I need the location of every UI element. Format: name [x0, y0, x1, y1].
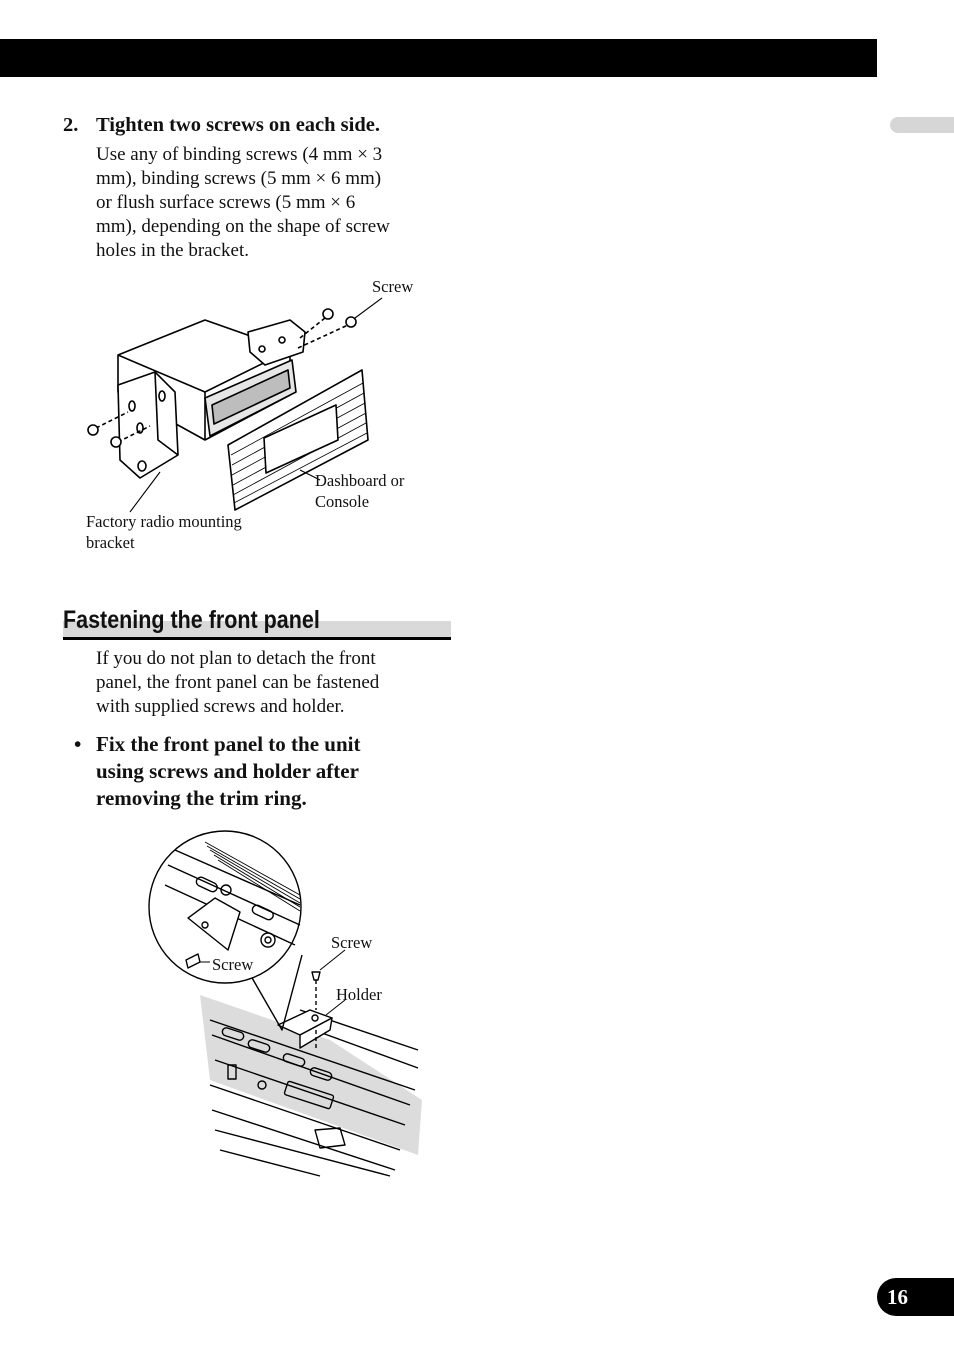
page-number: 16 — [877, 1278, 954, 1316]
bullet-line: using screws and holder after — [96, 759, 359, 783]
bullet-symbol: • — [74, 732, 82, 756]
section-title-text: Fastening the front panel — [63, 606, 320, 634]
dashboard-label — [315, 470, 404, 512]
bracket-label-line: bracket — [86, 533, 135, 552]
section-body-line: with supplied screws and holder. — [96, 696, 345, 717]
screw-label: Screw — [372, 277, 414, 296]
step-heading-text: Tighten two screws on each side. — [96, 114, 380, 136]
step-body-line: mm), depending on the shape of screw — [96, 216, 390, 237]
dashboard-label-line: Console — [315, 492, 370, 511]
section-title — [63, 603, 451, 639]
holder-label: Holder — [336, 985, 382, 1004]
bullet-line: removing the trim ring. — [96, 786, 307, 810]
bracket-label-line: Factory radio mounting — [86, 512, 242, 531]
section-body-line: panel, the front panel can be fastened — [96, 672, 380, 693]
bullet-line: Fix the front panel to the unit — [96, 732, 361, 756]
screw-label-top: Screw — [331, 933, 373, 952]
step-body-line: holes in the bracket. — [96, 240, 250, 261]
section-body — [96, 647, 379, 719]
bullet-instruction — [96, 731, 360, 812]
step-body — [96, 143, 390, 263]
screw-label-inset: Screw — [212, 955, 254, 974]
header-bar — [0, 39, 877, 77]
section-tab — [890, 117, 954, 133]
step-number: 2. — [63, 114, 79, 136]
step-body-line: or flush surface screws (5 mm × 6 — [96, 192, 356, 213]
section-body-line: If you do not plan to detach the front — [96, 648, 376, 669]
bracket-label — [86, 511, 242, 553]
front-panel-diagram — [140, 825, 430, 1185]
dashboard-label-line: Dashboard or — [315, 471, 405, 490]
step-body-line: mm), binding screws (5 mm × 6 mm) — [96, 168, 382, 189]
section-title-rule — [63, 637, 451, 640]
step-body-line: Use any of binding screws (4 mm × 3 — [96, 144, 383, 165]
